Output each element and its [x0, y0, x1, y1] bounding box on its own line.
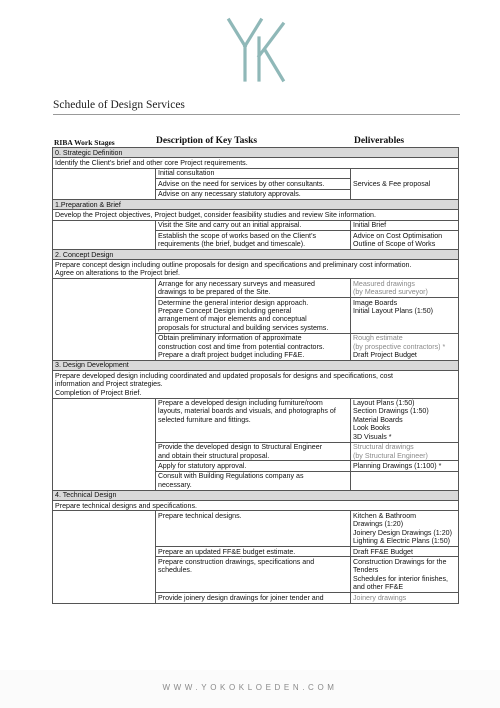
deliverable-line: Initial Layout Plans (1:50): [353, 307, 434, 315]
deliverable-cell: Initial Brief: [351, 220, 459, 230]
deliverable-cell: [351, 442, 459, 461]
deliverable-line: Outline of Scope of Works: [353, 240, 436, 249]
task-cell: Advise on the need for services by other consultants.: [156, 179, 351, 189]
task-line: layouts, material boards and visuals, and photographs of: [158, 407, 336, 416]
task-row: [53, 511, 459, 547]
stage-intro-row: [53, 158, 459, 168]
deliverable-cell: Services & Fee proposal: [351, 168, 459, 199]
deliverable-line: Draft Project Budget: [353, 351, 417, 360]
task-line: Consult with Building Regulations company as: [158, 472, 304, 481]
deliverable-cell: Planning Drawings (1:100) *: [351, 461, 459, 471]
intro-line: information and Project strategies.: [55, 380, 163, 389]
header-deliverables: Deliverables: [354, 136, 405, 146]
deliverable-cell: [351, 279, 459, 298]
task-cell: [156, 398, 351, 442]
stage-intro-row: [53, 371, 459, 398]
deliverable-cell: [351, 511, 459, 547]
task-cell: Visit the Site and carry out an initial appraisal.: [156, 220, 351, 230]
task-line: Provide the developed design to Structural Engineer: [158, 443, 323, 452]
deliverable-line: (by prospective contractors) *: [353, 342, 446, 351]
task-cell: Apply for statutory approval.: [156, 461, 351, 471]
stage-intro-row: [53, 501, 459, 511]
footer-website: WWW.YOKOKLOEDEN.COM: [162, 683, 338, 692]
task-cell: Prepare technical designs.: [156, 511, 351, 547]
deliverable-line: Kitchen & Bathroom: [353, 511, 417, 520]
stage-intro: [53, 371, 459, 398]
deliverable-cell: [351, 231, 459, 250]
deliverable-cell: [351, 333, 459, 360]
stage-header-row: [53, 360, 459, 370]
deliverable-line: Measured drawings: [353, 279, 415, 288]
task-cell: [156, 279, 351, 298]
stage-intro-row: [53, 210, 459, 220]
task-cell: [156, 557, 351, 593]
task-line: selected furniture and fittings.: [158, 415, 251, 424]
deliverable-line: Material Boards: [353, 415, 403, 424]
intro-line: Prepare concept design including outline proposals for design and specifications and preliminary cost information.: [55, 260, 412, 269]
deliverable-line: Structural drawings: [353, 443, 414, 452]
task-line: and obtain their structural proposal.: [158, 451, 270, 460]
stage-intro: [53, 260, 459, 279]
stage-blank-cell: [53, 398, 156, 490]
deliverable-cell: [351, 557, 459, 593]
task-cell: [156, 231, 351, 250]
task-cell: Advise on any necessary statutory approvals.: [156, 189, 351, 199]
task-line: Prepare a developed design including furniture/room: [158, 399, 323, 408]
stage-header-row: [53, 490, 459, 500]
task-cell: Provide joinery design drawings for joiner tender and: [156, 593, 351, 603]
task-row: [53, 168, 459, 178]
deliverable-line: Tenders: [353, 566, 379, 575]
intro-line: Agree on alterations to the Project brief.: [55, 269, 180, 278]
stage-header-row: [53, 200, 459, 210]
stage-intro: Prepare technical designs and specifications.: [53, 501, 459, 511]
task-line: Prepare a draft project budget including FF&E.: [158, 351, 305, 360]
document-title: Schedule of Design Services: [53, 99, 185, 111]
task-line: Obtain preliminary information of approximate: [158, 334, 302, 343]
deliverable-line: Drawings (1:20): [353, 520, 404, 529]
deliverable-line: Image Boards: [353, 298, 398, 307]
deliverable-line: (by Measured surveyor): [353, 288, 428, 297]
header-stages: RIBA Work Stages: [54, 138, 115, 147]
stage-title: 0. Strategic Definition: [53, 148, 459, 158]
deliverable-line: (by Structural Engineer): [353, 451, 428, 460]
yk-logo-mark: [225, 16, 287, 84]
deliverable-line: and other FF&E: [353, 583, 404, 592]
deliverable-line: Rough estimate: [353, 334, 403, 343]
task-line: Establish the scope of works based on the Client’s: [158, 231, 316, 240]
task-line: Prepare Concept Design including general: [158, 307, 292, 315]
stage-blank-cell: [53, 168, 156, 199]
task-cell: Initial consultation: [156, 168, 351, 178]
schedule-table: [52, 147, 459, 604]
stage-blank-cell: [53, 279, 156, 361]
deliverable-line: Joinery Design Drawings (1:20): [353, 528, 452, 537]
task-cell: [156, 471, 351, 490]
deliverable-line: 3D Visuals *: [353, 432, 392, 441]
task-line: Prepare construction drawings, specifications and: [158, 557, 315, 566]
task-row: [53, 279, 459, 298]
header-description: Description of Key Tasks: [156, 136, 258, 146]
task-cell: [156, 333, 351, 360]
stage-intro: Identify the Client’s brief and other core Project requirements.: [53, 158, 459, 168]
intro-line: Prepare developed design including coordinated and updated proposals for designs and specifications, cost: [55, 371, 393, 380]
task-line: Determine the general interior design approach.: [158, 298, 309, 307]
deliverable-cell: [351, 298, 459, 334]
stage-intro: Develop the Project objectives, Project budget, consider feasibility studies and review Site information.: [53, 210, 459, 220]
task-cell: Prepare an updated FF&E budget estimate.: [156, 547, 351, 557]
stage-title: 1.Preparation & Brief: [53, 200, 459, 210]
deliverable-line: Section Drawings (1:50): [353, 407, 429, 416]
task-line: necessary.: [158, 480, 192, 489]
yk-logo: [225, 16, 287, 84]
deliverable-line: Advice on Cost Optimisation: [353, 231, 443, 240]
deliverable-line: Schedules for interior finishes,: [353, 574, 449, 583]
deliverable-cell: Joinery drawings: [351, 593, 459, 603]
task-cell: [156, 298, 351, 334]
stage-title: 4. Technical Design: [53, 490, 459, 500]
stage-header-row: [53, 250, 459, 260]
deliverable-line: Lighting & Electric Plans (1:50): [353, 537, 450, 546]
task-line: schedules.: [158, 566, 192, 575]
task-line: requirements (the brief, budget and timescale).: [158, 240, 306, 249]
task-cell: [156, 442, 351, 461]
task-line: construction cost and time from potential contractors.: [158, 342, 325, 351]
deliverable-line: Layout Plans (1:50): [353, 399, 415, 408]
task-line: arrangement of major elements and conceptual: [158, 315, 307, 324]
deliverable-line: Construction Drawings for the: [353, 557, 447, 566]
task-row: [53, 220, 459, 230]
task-line: drawings to be prepared of the Site.: [158, 288, 271, 297]
stage-title: 2. Concept Design: [53, 250, 459, 260]
task-row: [53, 398, 459, 442]
deliverable-cell: [351, 398, 459, 442]
stage-intro-row: [53, 260, 459, 279]
stage-title: 3. Design Development: [53, 360, 459, 370]
stage-blank-cell: [53, 220, 156, 249]
title-divider: [53, 114, 460, 115]
stage-header-row: [53, 148, 459, 158]
task-line: proposals for structural and building services systems.: [158, 323, 329, 332]
deliverable-line: Look Books: [353, 424, 391, 433]
deliverable-cell: Draft FF&E Budget: [351, 547, 459, 557]
deliverable-cell: [351, 471, 459, 490]
stage-blank-cell: [53, 511, 156, 603]
intro-line: Completion of Project Brief.: [55, 388, 142, 397]
task-line: Arrange for any necessary surveys and measured: [158, 279, 315, 288]
